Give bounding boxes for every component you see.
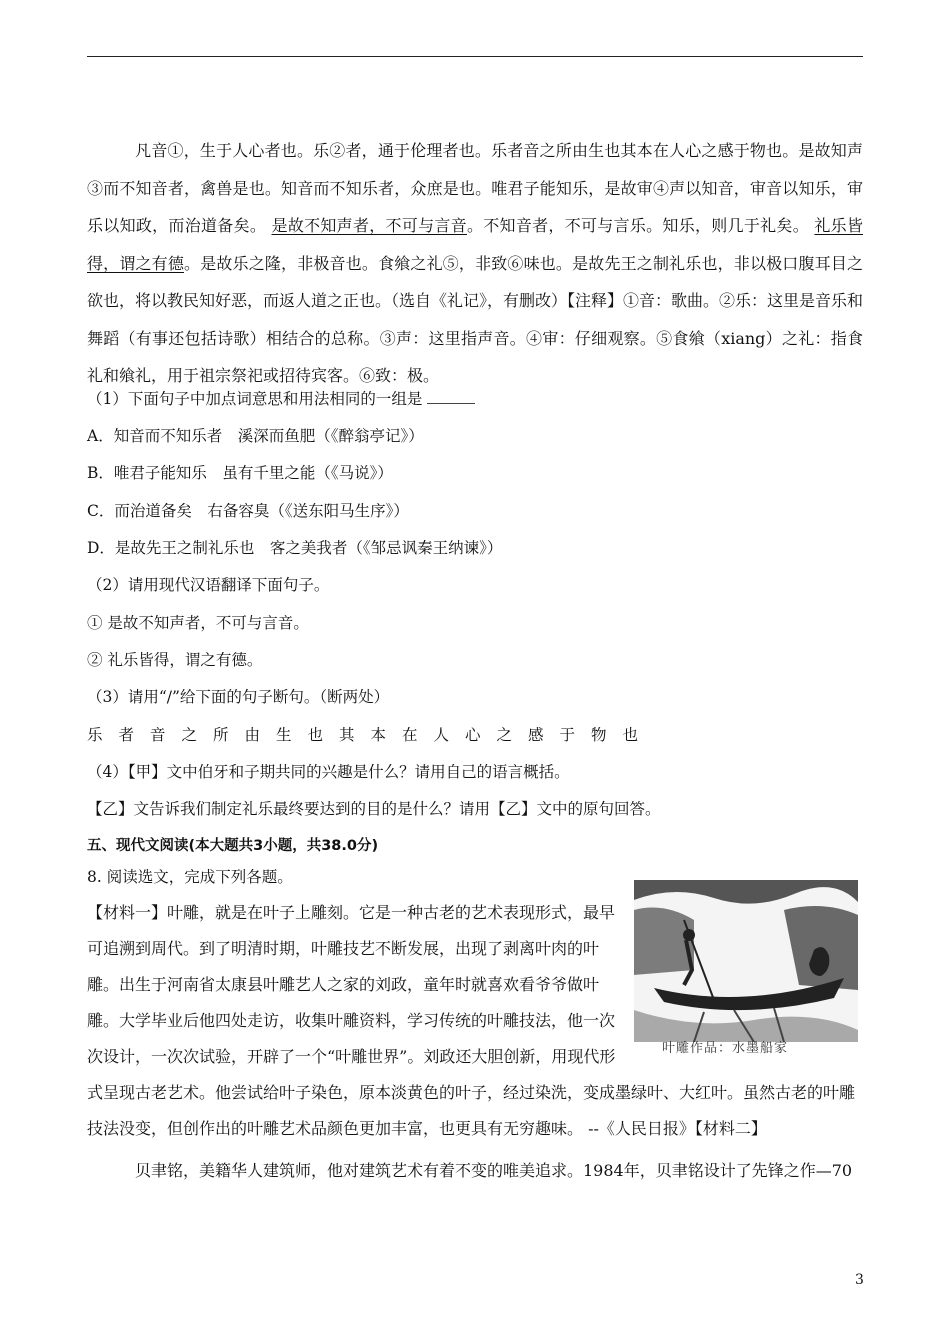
option-b: B．唯君子能知乐 虽有千里之能（《马说》）	[87, 464, 393, 482]
answer-blank	[427, 389, 475, 404]
classical-passage	[87, 132, 863, 395]
material-text: 【材料一】叶雕，就是在叶子上雕刻。它是一种古老的艺术表现形式，最早可追溯到周代。到了明清时期，叶雕技艺不断发展，出现了剥离叶肉的叶雕。出生于河南省太康县叶雕艺人之家的刘政，童年时就喜欢看爷爷做叶雕。大学毕业后他四处走访，收集叶雕资料，学习传统的叶雕技法，他一次次设计，一次次试验，开辟了一个“叶雕世界”。刘政还大胆创新，用现代形式呈现古老艺术。他尝试给叶子染色，原本淡黄色的叶子，经过染洗，变成墨绿叶、大红叶。虽然古老的叶雕技法没变，但创作出的叶雕艺术品颜色更加丰富，也更具有无穷趣味。 --《人民日报》【材料二】	[87, 895, 863, 1147]
underlined-sentence-2: 礼乐皆得，谓之有德	[87, 216, 863, 273]
question-4: （4）【甲】文中伯牙和子期共同的兴趣是什么？请用自己的语言概括。	[87, 763, 570, 781]
page-number: 3	[855, 1272, 864, 1288]
header-rule	[87, 56, 863, 57]
question-2-item-1: ① 是故不知声者，不可与言音。	[87, 614, 309, 632]
question-3: （3）请用“/”给下面的句子断句。（断两处）	[87, 688, 390, 706]
option-d: D．是故先王之制礼乐也 客之美我者（《邹忌讽秦王纳谏》）	[87, 539, 503, 557]
leaf-carving-image	[634, 880, 858, 1042]
section-heading: 五、现代文阅读(本大题共3小题，共38.0分)	[87, 838, 379, 854]
question-1: （1）下面句子中加点词意思和用法相同的一组是	[87, 389, 475, 409]
option-c: C．而治道备矣 右备容臭（《送东阳马生序》）	[87, 502, 409, 520]
question-8: 8. 阅读选文，完成下列各题。	[87, 868, 293, 886]
underlined-sentence-1: 是故不知声者，不可与言音	[271, 216, 467, 235]
boat-ink-painting	[634, 880, 858, 1042]
material-two-text: 贝聿铭，美籍华人建筑师，他对建筑艺术有着不变的唯美追求。1984年，贝聿铭设计了先锋之作—70	[135, 1161, 853, 1180]
passage-text-tail: 。是故乐之隆，非极音也。食飨之礼⑤，非致⑥味也。是故先王之制礼乐也，非以极口腹耳目之欲也，将以教民知好恶，而返人道之正也。（选自《礼记》，有删改）【注释】①音：歌曲。②乐：这里是音乐和舞蹈（有事还包括诗歌）相结合的总称。③声：这里指声音。④审：仔细观察。⑤食飨（xiang）之礼：指食礼和飨礼，用于祖宗祭祀或招待宾客。⑥致：极。	[87, 253, 864, 385]
question-3-text: 乐者音之所由生也其本在人心之感于物也	[87, 726, 655, 744]
passage-text-mid: 。不知音者，不可与言乐。知乐，则几于礼矣。	[466, 216, 810, 235]
question-2-item-2: ② 礼乐皆得，谓之有德。	[87, 651, 263, 669]
option-a: A．知音而不知乐者 溪深而鱼肥（《醉翁亭记》）	[87, 427, 424, 445]
question-2: （2）请用现代汉语翻译下面句子。	[87, 576, 330, 594]
question-4-b: 【乙】文告诉我们制定礼乐最终要达到的目的是什么？请用【乙】文中的原句回答。	[87, 800, 661, 818]
figure-caption: 叶雕作品：水墨船家	[662, 1041, 789, 1056]
passage-text: 凡音①，生于人心者也。乐②者，通于伦理者也。乐者音之所由生也其本在人心之感于物也。是故知声③而不知音者，禽兽是也。知音而不知乐者，众庶是也。唯君子能知乐，是故审④声以知音，审音以知乐，审乐以知政，而治道备矣。	[87, 141, 863, 235]
